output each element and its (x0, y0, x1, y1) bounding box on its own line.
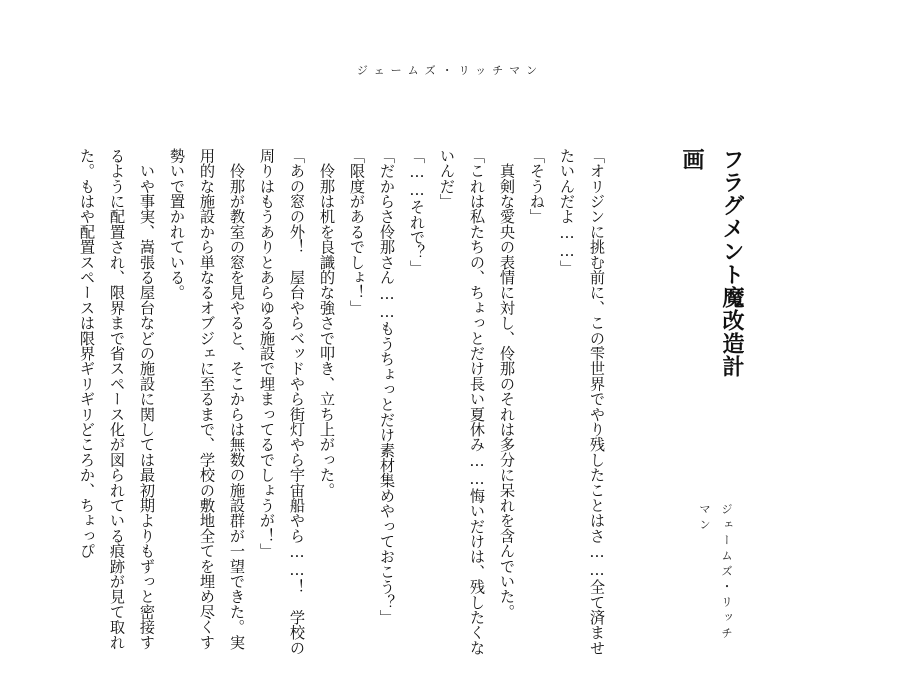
paragraph: 「オリジンに挑む前に、この雫世界でやり残したことはさ……全て済ませたいんだよ……」 (558, 148, 606, 656)
story-title: フラグメント魔改造計画 (679, 148, 745, 378)
paragraph: 「だからさ伶那さん……もうちょっとだけ素材集めやっておこう？」 (378, 148, 396, 625)
paragraph: 「……それで？」 (408, 148, 426, 276)
paragraph: 「限度があるでしょ！」 (348, 148, 366, 316)
paragraph: 「これは私たちの、ちょっとだけ長い夏休み……悔いだけは、残したくないんだ」 (438, 148, 486, 656)
paragraph: 「あの窓の外！ 屋台やらベッドやら街灯やら宇宙船やら……！ 学校の周りはもうありとあらゆる施設で埋まってるでしょうが！」 (258, 148, 306, 656)
running-header: ジェームズ・リッチマン (356, 64, 544, 77)
story-author: ジェームズ・リッチマン (698, 503, 734, 643)
paragraph: 真剣な愛央の表情に対し、伶那のそれは多分に呆れを含んでいた。 (498, 148, 516, 620)
paragraph: 伶那が教室の窓を見やると、そこからは無数の施設群が一望できた。実用的な施設から単なるオブジェに至るまで、学校の敷地全てを埋め尽くす勢いで置かれている。 (168, 148, 246, 650)
paragraph: 「そうね」 (528, 148, 546, 224)
paragraph: 伶那は机を良識的な強さで叩き、立ち上がった。 (318, 148, 336, 498)
body-text (78, 148, 612, 658)
paragraph: いや事実、嵩張る屋台などの施設に関しては最初期よりもずっと密接するように配置され、限界まで省スペース化が図られている痕跡が見て取れた。もはや配置スペースは限界ギリギリどころか、ちょっぴ (78, 148, 156, 650)
